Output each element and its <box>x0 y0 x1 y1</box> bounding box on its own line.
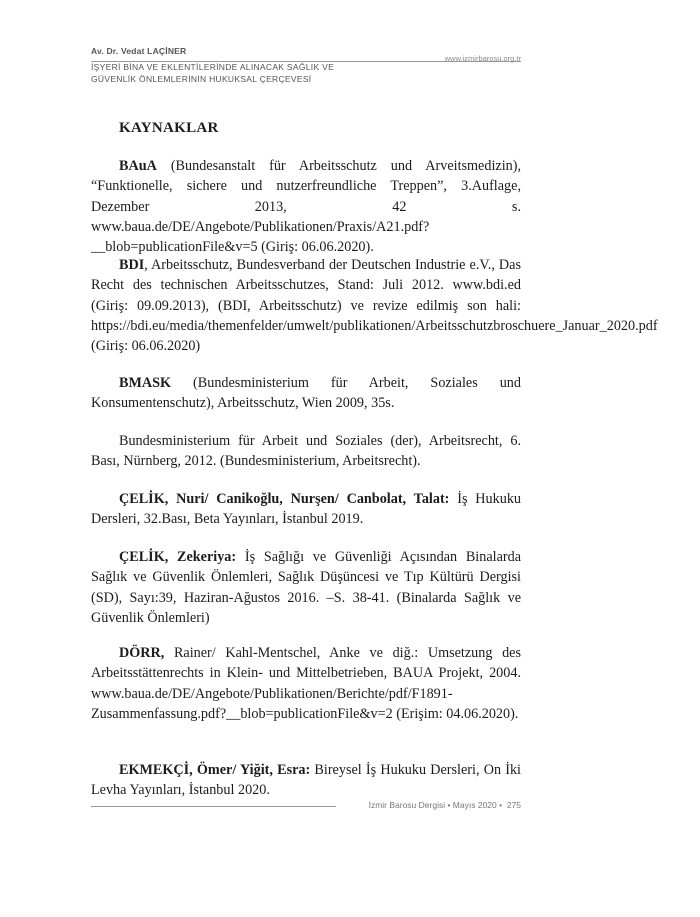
reference-author: BDI <box>119 257 145 273</box>
reference-author: BAuA <box>119 158 157 174</box>
reference-text: (Bundesministerium für Arbeit, Soziales und Konsumentenschutz), Arbeitsschutz, Wien 2009, 35s. <box>91 375 521 412</box>
article-title-line: GÜVENLİK ÖNLEMLERİNİN HUKUKSAL ÇERÇEVESİ <box>91 74 312 84</box>
page-number: 275 <box>506 800 521 810</box>
footer-rule <box>91 806 336 807</box>
running-header <box>91 46 521 85</box>
reference-entry <box>91 255 658 356</box>
reference-entry <box>91 760 521 801</box>
reference-author: DÖRR, <box>119 645 165 661</box>
journal-issue: İzmir Barosu Dergisi • Mayıs 2020 • <box>368 800 503 810</box>
author-name: Av. Dr. Vedat LAÇİNER <box>91 46 187 56</box>
section-title: KAYNAKLAR <box>119 120 219 136</box>
reference-entry <box>91 489 521 530</box>
website-url: www.izmirbarosu.org.tr <box>444 54 521 63</box>
reference-entry <box>91 643 521 724</box>
reference-author: EKMEKÇİ, Ömer/ Yiğit, Esra: <box>119 762 311 778</box>
reference-text: İş Sağlığı ve Güvenliği Açısından Binalarda Sağlık ve Güvenlik Önlemleri, Sağlık Düşüncesi ve Tıp Kültürü Dergisi (SD), Sayı:39, Haziran-Ağustos 2016. –S. 38-41. (Binalarda Sağlık ve Güvenlik Önlemleri) <box>91 549 521 626</box>
reference-text: , Arbeitsschutz, Bundesverband der Deutschen Industrie e.V., Das Recht des technischen Arbeitsschutzes, Stand: Juli 2012. www.bdi.ed (Giriş: 09.09.2013), (BDI, Arbeitsschutz) ve revize edilmiş son hali: https://bdi.eu/media/themenfelder/umwelt/publikationen/Arbeitsschutzbroschuere_Januar_2020.pdf (Giriş: 06.06.2020) <box>91 257 658 355</box>
footer-text <box>369 800 521 810</box>
reference-text: Bireysel İş Hukuku Dersleri, On İki Levha Yayınları, İstanbul 2020. <box>91 762 521 799</box>
reference-entry <box>91 547 521 628</box>
header-rule <box>91 61 521 62</box>
reference-author: ÇELİK, Nuri/ Canikoğlu, Nurşen/ Canbolat, Talat: <box>119 491 450 507</box>
reference-text: İş Hukuku Dersleri, 32.Bası, Beta Yayınları, İstanbul 2019. <box>91 491 522 528</box>
reference-text: Bundesministerium für Arbeit und Soziales (der), Arbeitsrecht, 6. Bası, Nürnberg, 2012. (Bundesministerium, Arbeitsrecht). <box>91 433 521 470</box>
reference-entry <box>91 431 521 472</box>
reference-entry <box>91 373 521 414</box>
article-title-line: İŞYERİ BİNA VE EKLENTİLERİNDE ALINACAK SAĞLIK VE <box>91 62 335 72</box>
reference-text: (Bundesanstalt für Arbeitsschutz und Arveitsmedizin), “Funktionelle, sichere und nutzerfreundliche Treppen”, 3.Auflage, Dezember 2013, 42 s. www.baua.de/DE/Angebote/Publikationen/Praxis/A21.pdf?__blob=publicationFile&v=5 (Giriş: 06.06.2020). <box>91 158 521 256</box>
reference-author: BMASK <box>119 375 172 391</box>
article-title <box>91 61 521 85</box>
reference-entry <box>91 156 521 257</box>
reference-author: ÇELİK, Zekeriya: <box>119 549 237 565</box>
reference-text: Rainer/ Kahl-Mentschel, Anke ve diğ.: Umsetzung des Arbeitsstättenrechts in Klein- und Mittelbetrieben, BAUA Projekt, 2004. www.baua.de/DE/Angebote/Publikationen/Berichte/pdf/F1891-Zusammenfassung.pdf?__blob=publicationFile&v=2 (Erişim: 04.06.2020). <box>91 645 521 722</box>
